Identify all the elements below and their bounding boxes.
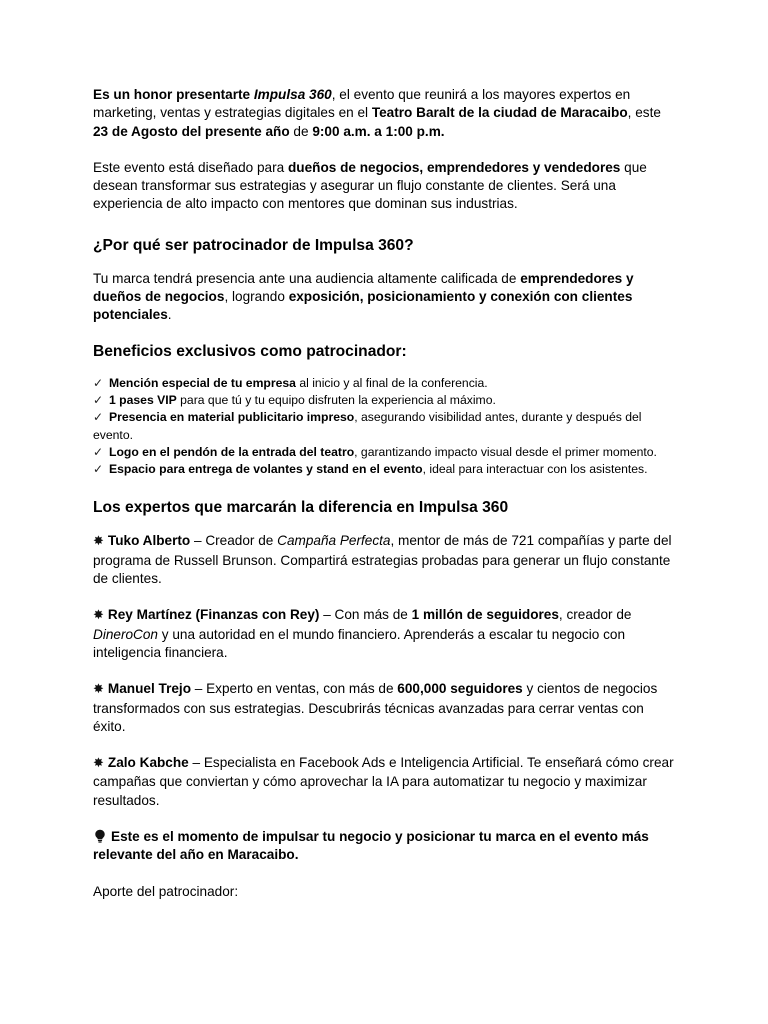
checkmark-icon: ✓ <box>93 375 104 390</box>
checkmark-icon: ✓ <box>93 392 104 407</box>
sponsor-contribution-label: Aporte del patrocinador: <box>93 883 239 899</box>
benefits-list <box>93 375 674 479</box>
expert-paragraph-manuel: ✸ Manuel Trejo – Experto en ventas, con más de 600,000 seguidores y cientos de negocios transformados con sus estrategias. Descubrirás técnicas avanzadas para cerrar ventas con éxito. <box>93 681 658 734</box>
benefits-heading: Beneficios exclusivos como patrocinador: <box>93 342 407 360</box>
experts-heading: Los expertos que marcarán la diferencia en Impulsa 360 <box>93 499 509 517</box>
star-icon: ✸ <box>93 608 104 624</box>
benefit-item: ✓ Presencia en material publicitario impreso, asegurando visibilidad antes, durante y después del evento. <box>93 410 642 442</box>
checkmark-icon: ✓ <box>93 410 104 425</box>
benefit-item: ✓ Espacio para entrega de volantes y stand en el evento, ideal para interactuar con los asistentes. <box>93 461 674 478</box>
checkmark-icon: ✓ <box>93 444 104 459</box>
star-icon: ✸ <box>93 682 104 698</box>
star-icon: ✸ <box>93 756 104 772</box>
benefit-item: ✓ Mención especial de tu empresa al inicio y al final de la conferencia. <box>93 375 674 392</box>
benefit-item: ✓ Logo en el pendón de la entrada del teatro, garantizando impacto visual desde el primer momento. <box>93 444 674 461</box>
lightbulb-icon <box>93 829 107 843</box>
expert-paragraph-rey: ✸ Rey Martínez (Finanzas con Rey) – Con más de 1 millón de seguidores, creador de DineroCon y una autoridad en el mundo financiero. Aprenderás a escalar tu negocio con inteligencia financiera. <box>93 607 632 660</box>
star-icon: ✸ <box>93 534 104 550</box>
expert-paragraph-tuko: ✸ Tuko Alberto – Creador de Campaña Perfecta, mentor de más de 721 compañías y parte del programa de Russell Brunson. Compartirá estrategias probadas para generar un flujo constante de clientes. <box>93 533 672 587</box>
event-description-paragraph: Este evento está diseñado para dueños de negocios, emprendedores y vendedores que desean transformar sus estrategias y asegurar un flujo constante de clientes. Será una experiencia de alto impacto con mentores que dominan sus industrias. <box>93 159 647 212</box>
why-sponsor-heading: ¿Por qué ser patrocinador de Impulsa 360? <box>93 236 414 254</box>
intro-paragraph: Es un honor presentarte Impulsa 360, el evento que reunirá a los mayores expertos en marketing, ventas y estrategias digitales en el Teatro Baralt de la ciudad de Maracaibo, este 23 de Agosto del presente año de 9:00 a.m. a 1:00 p.m. <box>93 87 661 139</box>
benefit-item: ✓ 1 pases VIP para que tú y tu equipo disfruten la experiencia al máximo. <box>93 392 674 409</box>
checkmark-icon: ✓ <box>93 462 104 477</box>
why-sponsor-paragraph: Tu marca tendrá presencia ante una audiencia altamente calificada de emprendedores y dueños de negocios, logrando exposición, posicionamiento y conexión con clientes potenciales. <box>93 270 634 323</box>
closing-callout: Este es el momento de impulsar tu negocio y posicionar tu marca en el evento más relevante del año en Maracaibo. <box>93 829 649 863</box>
expert-paragraph-zalo: ✸ Zalo Kabche – Especialista en Facebook Ads e Inteligencia Artificial. Te enseñará cómo crear campañas que conviertan y cómo aprovechar la IA para automatizar tu negocio y maximizar resultados. <box>93 755 674 808</box>
